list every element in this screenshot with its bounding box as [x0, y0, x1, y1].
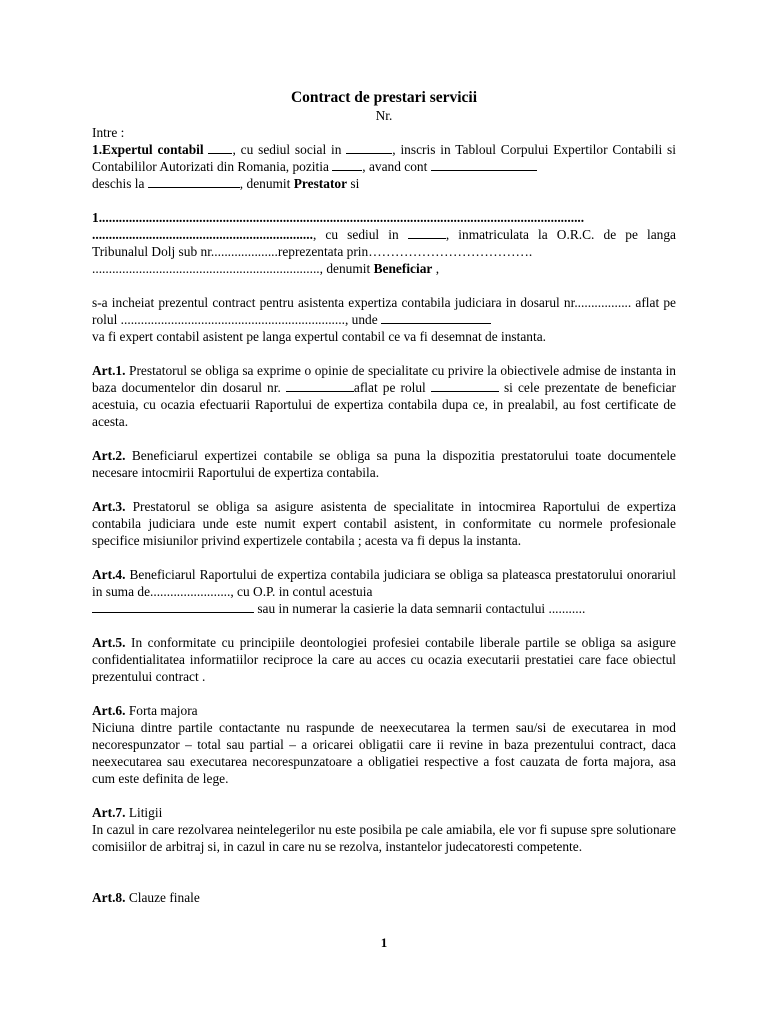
article-6-heading: Art.6. Forta majora	[92, 703, 198, 718]
party1-name: Expertul contabil	[102, 142, 204, 157]
article-8-heading: Art.8. Clauze finale	[92, 890, 200, 905]
article-1: Art.1. Prestatorul se obliga sa exprime o opinie de specialitate cu privire la obiectivele admise de instanta in baza documentelor din dosarul nr. aflat pe rolul si cele prezentate de beneficiar acestuia, cu ocazia efectuarii Raportului de expertiza contabila dupa ce, in prealabil, au fost certificate de acesta.	[92, 363, 676, 429]
party1-role: Prestator	[293, 176, 348, 191]
document-title: Contract de prestari servicii	[290, 89, 478, 106]
contract-number-label: Nr.	[375, 108, 393, 123]
article-4: Art.4. Beneficiarul Raportului de expertiza contabila judiciara se obliga sa plateasca prestatorului onorariul in suma de........................, cu O.P. in contul acestuia sau in numerar la casierie la data semnarii contactului ...........	[92, 567, 676, 616]
intre-label: Intre :	[92, 125, 125, 140]
article-6-text: Niciuna dintre partile contactante nu raspunde de neexecutarea la termen sau/si de executarea in mod necorespunzator – total sau partial – a oricarei obligatii care ii revine in baza prezentului contract, daca neexecutarea sau executarea necorespunzatoare a obligatiei respective a fost cauzata de forta majora, asa cum este definita de lege.	[92, 720, 676, 786]
party1-paragraph: 1.Expertul contabil , cu sediul social in , inscris in Tabloul Corpului Expertilor Contabili si Contabililor Autorizati din Romania, pozitia , avand cont deschis la , denumit Prestator si	[92, 142, 676, 191]
article-7-text: In cazul in care rezolvarea neintelegerilor nu este posibila pe cale amiabila, ele vor fi supuse spre solutionare comisiilor de arbitraj si, in cazul in care nu se rezolva, instantelor judecatoresti competente.	[92, 822, 676, 854]
intro-paragraph: s-a incheiat prezentul contract pentru asistenta expertiza contabila judiciara in dosarul nr................. aflat pe rolul ..................................................................., unde va fi expert contabil asistent pe langa expertul contabil ce va fi desemnat de instanta.	[92, 295, 676, 344]
article-5: Art.5. In conformitate cu principiile deontologiei profesiei contabile liberale partile se obliga sa asigure confidentialitatea informatiilor reciproce la care au acces cu ocazia executarii prestatiei care face obiectul prezentului contract .	[92, 635, 676, 684]
article-2: Art.2. Beneficiarul expertizei contabile se obliga sa puna la dispozitia prestatorului toate documentele necesare intocmirii Raportului de expertiza contabila.	[92, 448, 676, 480]
party2-line1: 1.................................................................................................................................................	[92, 210, 585, 225]
party2-role: Beneficiar	[373, 261, 433, 276]
party2-paragraph: .................................................................., cu sediul in , inmatriculata la O.R.C. de pe langa Tribunalul Dolj sub nr....................reprezentata prin………………………………. ...................................................................., denumit Beneficiar ,	[92, 227, 676, 276]
page-number: 1	[380, 935, 388, 950]
article-7-heading: Art.7. Litigii	[92, 805, 163, 820]
article-3: Art.3. Prestatorul se obliga sa asigure asistenta de specialitate in intocmirea Raportului de expertiza contabila judiciara unde este numit expert contabil asistent, in conformitate cu normele profesionale specifice misiunilor privind expertizele contabila ; acesta va fi depus la instanta.	[92, 499, 676, 548]
document-page	[92, 88, 676, 906]
